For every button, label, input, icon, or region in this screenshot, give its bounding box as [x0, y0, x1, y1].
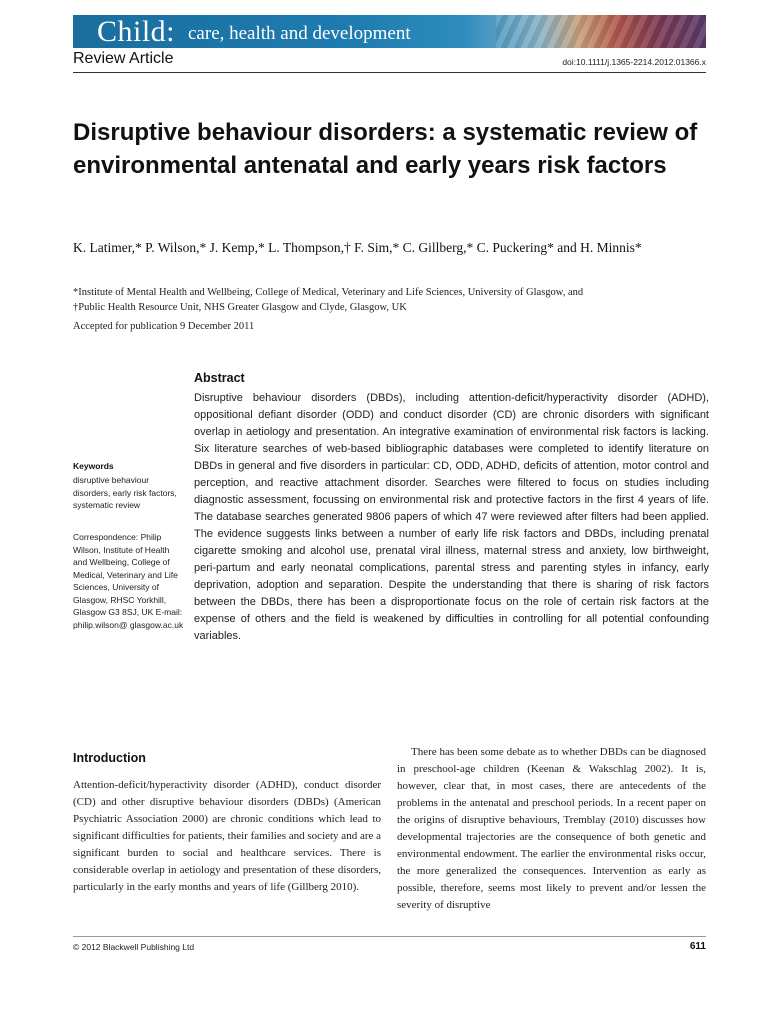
abstract-text: Disruptive behaviour disorders (DBDs), including attention-deficit/hyperactivity disorder (ADHD), oppositional defiant disorder (ODD) and conduct disorder (CD) are chronic disorders with significant overlap in aetiology and presentation. An integrative examination of environmental risk factors is lacking. Six literature searches of web-based bibliographic databases were completed to identify literature on DBDs in general and five disorders in particular: CD, ODD, ADHD, deficits of attention, motor control and perception, and reactive attachment disorder. Searches were filtered to focus on studies including diagnostic assessment, focussing on environmental risk and protective factors in the first 4 years of life. The database searches generated 9806 papers of which 47 were reviewed after filters had been applied. The evidence suggests links between a number of early life risk factors and DBDs, including prenatal cigarette smoking and alcohol use, prenatal viral illness, maternal stress and anxiety, low birthweight, peri-partum and early neonatal complications, parental stress and parenting styles in infancy, early deprivation, adoption and separation. Despite the understanding that there is sharing of risk factors between the DBDs, there has been a disproportionate focus on the role of certain risk factors at the expense of others and the field is weakened by difficulties in controlling for all potential confounding variables. — [194, 392, 709, 642]
doi: doi:10.1111/j.1365-2214.2012.01366.x — [562, 57, 706, 67]
journal-name: Child: — [97, 15, 176, 48]
header-rule — [73, 72, 706, 73]
page-number: 611 — [689, 941, 706, 952]
introduction-heading: Introduction — [73, 751, 146, 765]
banner-texture — [496, 15, 706, 48]
accepted-date: Accepted for publication 9 December 2011 — [73, 321, 255, 332]
footer-rule — [73, 936, 706, 937]
article-title: Disruptive behaviour disorders: a systematic review of environmental antenatal and early years risk factors — [73, 119, 698, 179]
affiliation-2: †Public Health Resource Unit, NHS Greater Glasgow and Clyde, Glasgow, UK — [73, 302, 407, 313]
correspondence: Correspondence: Philip Wilson, Institute of Health and Wellbeing, College of Medical, Veterinary and Life Sciences, University of Glasgow, RHSC Yorkhill, Glasgow G3 8SJ, UK E-mail: philip.wilson@ glasgow.ac.uk — [73, 532, 184, 630]
body-column-2: There has been some debate as to whether DBDs can be diagnosed in preschool-age children (Keenan & Wakschlag 2002). It is, however, clear that, in most cases, there are antecedents of the problems in the antenatal and preschool periods. In a recent paper on the origins of disruptive behaviours, Tremblay (2010) discusses how developmental trajectories are the consequence of both genetic and environmental endowment. The earlier the environmental risks occur, the more generalized the consequences. Intervention as early as possible, therefore, seems most likely to prevent and/or lessen the severity of disruptive — [397, 746, 706, 911]
journal-subtitle: care, health and development — [188, 23, 411, 44]
body-column-1: Attention-deficit/hyperactivity disorder (ADHD), conduct disorder (CD) and other disruptive behaviour disorders (DBDs) (American Psychiatric Association 2000) are chronic conditions which lead to significant difficulties for patients, their families and society and are a significant burden to social and healthcare services. There is considerable overlap in aetiology and presentation of these disorders, particularly in the early months and years of life (Gillberg 2010). — [73, 779, 381, 893]
affiliations — [73, 285, 673, 315]
journal-banner — [73, 15, 706, 48]
keywords-heading: Keywords — [73, 461, 114, 471]
copyright: © 2012 Blackwell Publishing Ltd — [73, 942, 195, 952]
affiliation-1: *Institute of Mental Health and Wellbeing, College of Medical, Veterinary and Life Sciences, University of Glasgow, and — [73, 287, 584, 298]
author-list: K. Latimer,* P. Wilson,* J. Kemp,* L. Thompson,† F. Sim,* C. Gillberg,* C. Puckering* and H. Minnis* — [73, 240, 642, 255]
abstract-heading: Abstract — [194, 371, 245, 385]
article-type: Review Article — [73, 50, 174, 67]
keywords: disruptive behaviour disorders, early risk factors, systematic review — [73, 475, 177, 510]
